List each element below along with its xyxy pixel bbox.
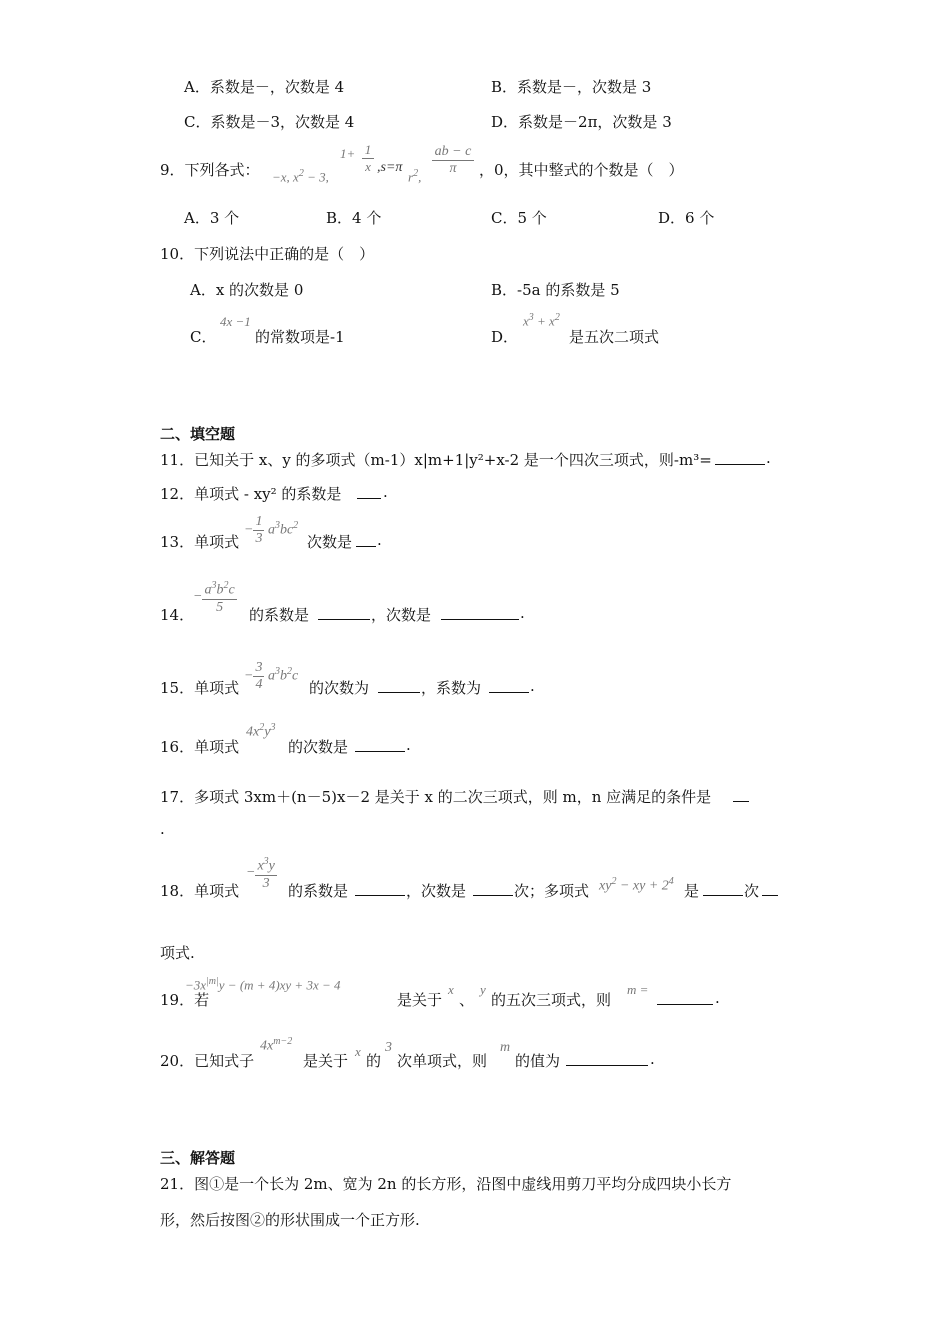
q11-period: .: [766, 449, 771, 467]
q13-label: 13．单项式: [160, 533, 240, 551]
q21-line-2: 形，然后按图②的形状围成一个正方形.: [160, 1211, 420, 1229]
q8-option-d: D．系数是－2π，次数是 3: [491, 113, 672, 131]
q20-text-1: 是关于: [303, 1052, 349, 1070]
q14-period: .: [520, 604, 525, 622]
q18-line-2: 项式.: [160, 944, 195, 962]
q16-text-1: 的次数是: [288, 738, 349, 756]
q9-expr-2: 1+: [340, 146, 356, 161]
q19-text-1: 是关于: [397, 991, 443, 1009]
q15-period: .: [530, 677, 535, 695]
q19-expr: $-3x^{|m|}y - (m + 4)xy + 3x - 4$: [185, 976, 341, 993]
q20-var-m: m: [500, 1040, 511, 1055]
q20-var-x: x: [355, 1044, 361, 1059]
q19-m-equals: m =: [627, 982, 649, 997]
q18-text-1: 的系数是: [288, 882, 349, 900]
q9-expr-4: ab − c π: [432, 144, 474, 177]
q18-answer-blank-4[interactable]: [762, 880, 778, 896]
q9-prefix: 9．下列各式：: [160, 161, 260, 179]
q10-option-d-label: D．: [491, 328, 519, 346]
q12-text: 12．单项式 - xy² 的系数是: [160, 485, 342, 503]
q13-answer-blank[interactable]: [356, 531, 376, 547]
q19-var-x: x: [448, 982, 454, 997]
q10-option-b: B．-5a 的系数是 5: [491, 281, 620, 299]
q10-stem: 10．下列说法中正确的是（ ）: [160, 245, 375, 263]
q19-text-3: 的五次三项式，则: [491, 991, 612, 1009]
q11-text: 11．已知关于 x、y 的多项式（m-1）x|m+1|y²+x-2 是一个四次三项式，则-m³=: [160, 451, 712, 469]
q20-answer-blank[interactable]: [566, 1050, 648, 1066]
q9-option-c: C．5 个: [491, 209, 547, 227]
q19-text-2: 、: [459, 991, 475, 1009]
q16-answer-blank[interactable]: [355, 736, 405, 752]
q14-answer-blank-2[interactable]: [441, 604, 519, 620]
q10-option-c-text: 的常数项是-1: [255, 328, 345, 346]
q8-option-b: B．系数是－，次数是 3: [491, 78, 652, 96]
q9-suffix: ，0，其中整式的个数是（ ）: [479, 161, 684, 179]
q10-option-d-expr: $x^3 + x^2$: [523, 312, 560, 329]
q21-line-1: 21．图①是一个长为 2m、宽为 2n 的长方形，沿图中虚线用剪刀平均分成四块小长方: [160, 1175, 732, 1193]
q18-label: 18．单项式: [160, 882, 240, 900]
q9-expr-3: ,s=π: [377, 160, 403, 175]
q16-expr: $4x^2y^3$: [246, 722, 276, 740]
q9-expr-3b: $r^2$,: [408, 168, 422, 185]
q20-text-2: 的: [366, 1052, 382, 1070]
q17-answer-blank[interactable]: [733, 786, 749, 802]
q18-expr-1: − $\frac{x^3y}{3}$: [246, 856, 275, 891]
q15-text-2: ，系数为: [421, 679, 482, 697]
q14-answer-blank-1[interactable]: [318, 604, 370, 620]
q13-expr: − $\frac{1}{3}$ $a^3bc^2$: [244, 514, 299, 546]
q18-text-3: 次；多项式: [514, 882, 590, 900]
q10-option-a: A．x 的次数是 0: [190, 281, 304, 299]
q16-label: 16．单项式: [160, 738, 240, 756]
q13-period: .: [377, 531, 382, 549]
q10-option-c-label: C．: [190, 328, 217, 346]
q9-option-d: D．6 个: [658, 209, 715, 227]
q15-answer-blank-1[interactable]: [378, 677, 420, 693]
q20-label: 20．已知式子: [160, 1052, 255, 1070]
q14-text-1: 的系数是: [249, 606, 310, 624]
q12-answer-blank[interactable]: [357, 483, 381, 499]
q20-period: .: [650, 1050, 655, 1068]
q15-answer-blank-2[interactable]: [489, 677, 529, 693]
q9-option-a: A．3 个: [184, 209, 240, 227]
q10-option-d-text: 是五次二项式: [569, 328, 660, 346]
q19-period: .: [715, 989, 720, 1007]
q14-expr: − $\frac{a^3b^2c}{5}$: [193, 580, 235, 615]
q20-text-3: 次单项式，则: [397, 1052, 488, 1070]
q14-label: 14．: [160, 606, 195, 624]
q17-period: .: [160, 820, 165, 838]
section-solve-heading: 三、解答题: [160, 1149, 236, 1167]
q18-answer-blank-1[interactable]: [355, 880, 405, 896]
q20-expr: $4x^{m-2}$: [260, 1036, 293, 1054]
q19-label: 19．若: [160, 991, 210, 1009]
q17-text: 17．多项式 3xm＋(n－5)x－2 是关于 x 的二次三项式，则 m，n 应满足的条件是: [160, 788, 712, 806]
q15-text-1: 的次数为: [309, 679, 370, 697]
q14-text-2: ，次数是: [371, 606, 432, 624]
q10-option-c-expr: 4x −1: [220, 314, 251, 329]
q18-text-5: 次: [744, 882, 760, 900]
q18-answer-blank-2[interactable]: [473, 880, 513, 896]
q19-answer-blank[interactable]: [657, 989, 713, 1005]
q20-degree: 3: [385, 1040, 392, 1055]
q8-option-a: A．系数是－，次数是 4: [184, 78, 345, 96]
q15-label: 15．单项式: [160, 679, 240, 697]
q18-text-2: ，次数是: [406, 882, 467, 900]
q9-option-b: B．4 个: [326, 209, 382, 227]
section-fill-in-heading: 二、填空题: [160, 425, 236, 443]
q8-option-c: C．系数是－3，次数是 4: [184, 113, 355, 131]
q13-text: 次数是: [307, 533, 353, 551]
q18-text-4: 是: [684, 882, 700, 900]
q9-expr-1: −x, $x^2 - 3$,: [272, 168, 329, 185]
q12-period: .: [383, 483, 388, 501]
q16-period: .: [406, 736, 411, 754]
q18-expr-2: $xy^2$ − xy + $2^4$: [599, 876, 674, 894]
q15-expr: − $\frac{3}{4}$ $a^3b^2c$: [244, 660, 299, 692]
q11-answer-blank[interactable]: [715, 449, 765, 465]
q9-expr-2-frac: 1 x: [362, 142, 374, 175]
q19-var-y: y: [480, 982, 486, 997]
q20-text-4: 的值为: [515, 1052, 561, 1070]
q18-answer-blank-3[interactable]: [703, 880, 743, 896]
